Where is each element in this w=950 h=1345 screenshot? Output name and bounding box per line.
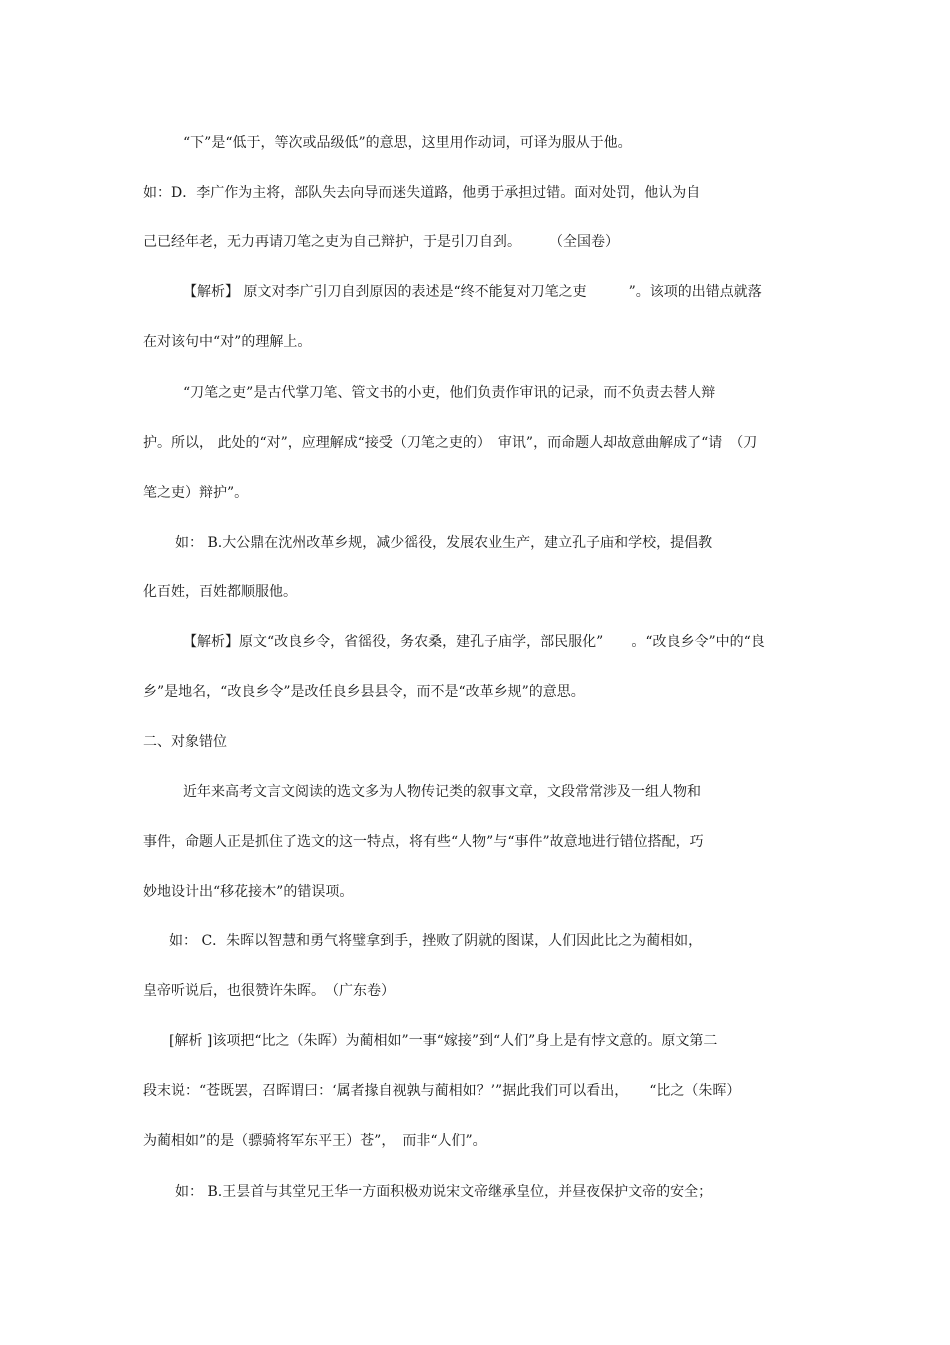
text-line: [解析 ]该项把“比之（朱晖）为蔺相如”一事“嫁接”到“人们”身上是有悖文意的。原文第二 <box>169 1033 718 1049</box>
text-line: 近年来高考文言文阅读的选文多为人物传记类的叙事文章，文段常常涉及一组人物和 <box>183 784 701 800</box>
text-line: 事件，命题人正是抓住了选文的这一特点，将有些“人物”与“事件”故意地进行错位搭配，巧 <box>143 834 704 850</box>
text-line: 为蔺相如”的是（骠骑将军东平王）苍”， 而非“人们”。 <box>143 1133 487 1149</box>
text-line: 笔之吏）辩护”。 <box>143 485 249 501</box>
text-line: 己已经年老，无力再请刀笔之吏为自己辩护，于是引刀自刭。 （全国卷） <box>143 234 619 250</box>
section-heading: 二、对象错位 <box>143 734 227 750</box>
text-line: 化百姓，百姓都顺服他。 <box>143 584 297 600</box>
text-line: 如： B.大公鼎在沈州改革乡规，减少徭役，发展农业生产，建立孔子庙和学校，提倡教 <box>175 535 713 551</box>
text-line: 护。所以， 此处的“对”，应理解成“接受（刀笔之吏的） 审讯”，而命题人却故意曲解成了“请 （刀 <box>143 435 758 451</box>
text-line: 如： B.王昙首与其堂兄王华一方面积极劝说宋文帝继承皇位，并昼夜保护文帝的安全； <box>175 1184 713 1200</box>
text-line: 乡”是地名，“改良乡令”是改任良乡县县令，而不是“改革乡规”的意思。 <box>143 684 585 700</box>
text-line: 皇帝听说后，也很赞许朱晖。 （广东卷） <box>143 983 395 999</box>
text-line: 【解析】 原文对李广引刀自刭原因的表述是“终不能复对刀笔之吏 ”。该项的出错点就落 <box>183 284 762 300</box>
text-line: “刀笔之吏”是古代掌刀笔、管文书的小吏，他们负责作审讯的记录，而不负责去替人辩 <box>183 385 716 401</box>
text-line: 如：D．李广作为主将，部队失去向导而迷失道路，他勇于承担过错。面对处罚，他认为自 <box>143 185 701 201</box>
text-line: “下”是“低于，等次或品级低”的意思，这里用作动词，可译为服从于他。 <box>183 135 632 151</box>
text-line: 妙地设计出“移花接木”的错误项。 <box>143 884 354 900</box>
text-line: 在对该句中“对”的理解上。 <box>143 334 312 350</box>
text-line: 【解析】原文“改良乡令，省徭役，务农桑，建孔子庙学，部民服化” 。“改良乡令”中的“良 <box>183 634 765 650</box>
text-line: 段末说：“苍既罢，召晖谓曰：‘属者掾自视孰与蔺相如？’”据此我们可以看出， “比之（朱晖） <box>143 1083 741 1099</box>
text-line: 如： C．朱晖以智慧和勇气将璧拿到手，挫败了阴就的图谋，人们因此比之为蔺相如， <box>169 933 703 949</box>
